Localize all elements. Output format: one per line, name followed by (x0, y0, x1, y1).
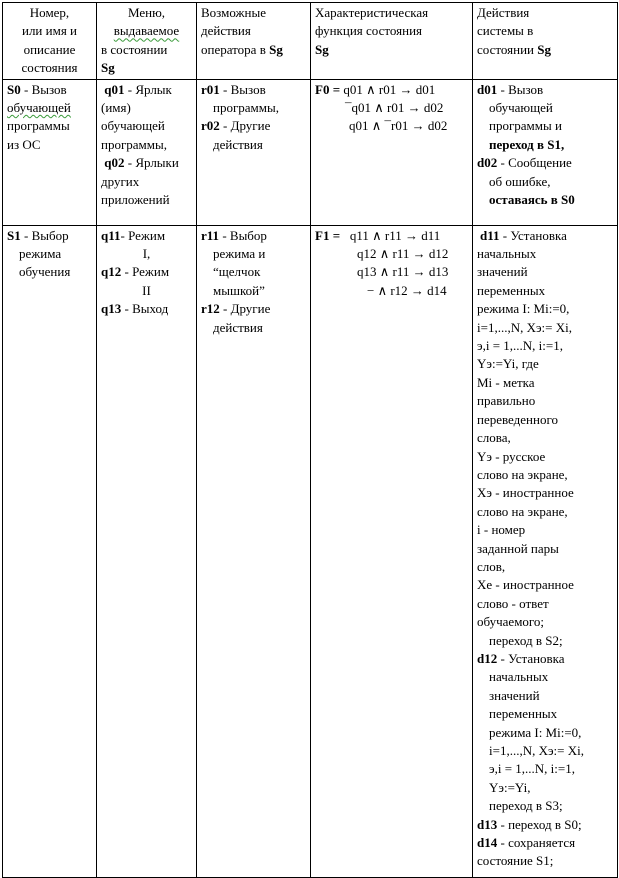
state-s1-id: S1 (7, 227, 21, 243)
system-s1-line: переведенного (477, 411, 558, 427)
state-s1-cell: S1 - Выбор режима обучения (3, 225, 97, 877)
system-s1-line: э,i = 1,...N, i:=1, (489, 761, 575, 777)
system-s1-line: i=1,...,N, Xэ:= Xi, (477, 319, 572, 335)
function-f0-name: F0 = (315, 81, 341, 97)
system-s1-line: d11 - Установка (480, 227, 567, 243)
header-function: Характеристическая функция состояния Sg (311, 3, 473, 80)
system-s1-line: слова, (477, 430, 511, 446)
state-table (2, 2, 618, 878)
system-s1-line: слово на экране, (477, 466, 568, 482)
system-s1-line: значений (489, 687, 540, 703)
state-s0-cell: S0 - Вызов обучающей программы из ОС (3, 79, 97, 225)
system-s1-line: переход в S3; (489, 798, 563, 814)
system-s1-line: слово - ответ (477, 595, 549, 611)
system-s1-line: i=1,...,N, Xэ:= Xi, (489, 743, 584, 758)
header-menu: Меню, выдаваемое в состоянии Sg (97, 3, 197, 80)
header-number: Номер, или имя и описание состояния (3, 3, 97, 80)
function-f1-name: F1 = (315, 227, 341, 243)
system-s1-line: слов, (477, 558, 506, 574)
system-s1-line: слово на экране, (477, 503, 568, 519)
system-s1-line: значений (477, 264, 528, 280)
system-s1-cell (473, 225, 618, 877)
system-s1-line: i - номер (477, 522, 526, 538)
system-s1-line: Xe - иностранное (477, 577, 574, 593)
system-s1-line: Yэ - русское (477, 448, 546, 464)
system-s0-cell: d01 - Вызов обучающей программы и переход в S1, d02 - Сообщение об ошибке, оставаясь в S0 (473, 79, 618, 225)
header-menu-sg: Sg (101, 60, 115, 76)
function-s0-cell: F0 = q01 ∧ r01 → d01 ¯q01 ∧ r01 → d02 q01 ∧ ¯r01 → d02 (311, 79, 473, 225)
state-row-s1 (3, 225, 618, 877)
system-s1-line: обучаемого; (477, 614, 545, 630)
system-s1-line: правильно (477, 393, 536, 409)
actions-s0-cell: r01 - Вызов программы, r02 - Другие действия (197, 79, 311, 225)
header-actions: Возможные действия оператора в Sg (197, 3, 311, 80)
menu-s0-cell: q01 - Ярлык (имя) обучающей программы, q02 - Ярлыки других приложений (97, 79, 197, 225)
function-s1-cell: F1 = q11 ∧ r11 → d11 q12 ∧ r11 → d12 q13 ∧ r11 → d13 − ∧ r12 → d14 (311, 225, 473, 877)
system-s1-line: э,i = 1,...N, i:=1, (477, 338, 563, 354)
system-s1-line: d14 - сохраняется (477, 835, 576, 851)
system-s1-line: режима I: Mi:=0, (489, 724, 582, 740)
system-s1-line: Yэ:=Yi, (489, 779, 531, 795)
system-s1-line: переменных (477, 282, 546, 298)
state-s0-id: S0 (7, 81, 21, 97)
system-s1-line: Mi - метка (477, 374, 535, 390)
system-s1-line: режима I: Mi:=0, (477, 301, 570, 317)
system-s1-line: d13 - переход в S0; (477, 816, 582, 832)
system-s1-line: переход в S2; (489, 632, 563, 648)
header-system: Действия системы в состоянии Sg (473, 3, 618, 80)
state-row-s0 (3, 79, 618, 225)
system-s1-line: d12 - Установка (477, 650, 565, 666)
system-s1-line: Xэ - иностранное (477, 485, 574, 501)
actions-s1-cell: r11 - Выбор режима и “щелчок мышкой” r12 - Другие действия (197, 225, 311, 877)
system-s1-line: Yэ:=Yi, где (477, 356, 539, 372)
system-s1-line: переменных (489, 706, 558, 722)
header-row (3, 3, 618, 80)
menu-s1-cell: q11- Режим I, q12 - Режим II q13 - Выход (97, 225, 197, 877)
system-s1-line: начальных (477, 246, 537, 262)
system-s1-line: начальных (489, 669, 549, 685)
system-s1-line: заданной пары (477, 540, 559, 556)
system-s1-line: состояние S1; (477, 853, 554, 869)
